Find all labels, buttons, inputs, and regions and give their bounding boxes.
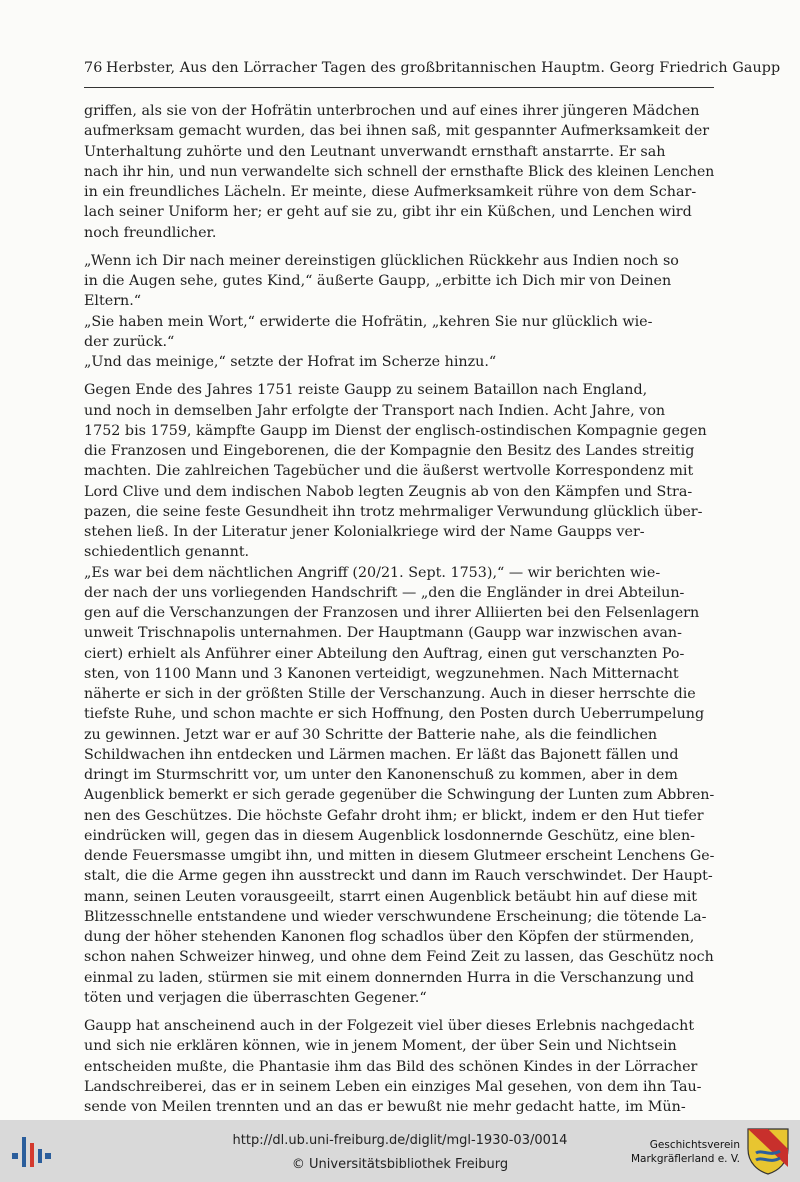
text-line: 1752 bis 1759, kämpfte Gaupp im Dienst der englisch-ostindischen Kompagnie gegen — [84, 422, 707, 439]
running-title: Herbster, Aus den Lörracher Tagen des großbritannischen Hauptm. Georg Friedrich Gaupp — [106, 60, 781, 76]
text-line: der zurück.“ — [84, 333, 175, 350]
header-rule — [84, 87, 714, 88]
text-line: „Sie haben mein Wort,“ erwiderte die Hofrätin, „kehren Sie nur glücklich wie- — [84, 313, 653, 330]
text-line: töten und verjagen die überraschten Gegener.“ — [84, 989, 427, 1006]
text-line: Augenblick bemerkt er sich gerade gegenüber die Schwingung der Lunten zum Abbren- — [84, 787, 715, 804]
text-line: stehen ließ. In der Literatur jener Kolonialkriege wird der Name Gaupps ver- — [84, 524, 645, 540]
text-line: sten, von 1100 Mann und 3 Kanonen verteidigt, wegzunehmen. Nach Mitternacht — [84, 665, 679, 682]
text-line: Landschreiberei, das er in seinem Leben ein einziges Mal gesehen, von dem ihn Tau- — [84, 1078, 702, 1095]
text-line: machten. Die zahlreichen Tagebücher und die äußerst wertvolle Korrespondenz mit — [84, 463, 694, 480]
text-line: näherte er sich in der größten Stille der Verschanzung. Auch in dieser herrschte die — [84, 686, 696, 702]
page-header — [84, 60, 781, 82]
text-line: pazen, die seine feste Gesundheit ihn trotz mehrmaliger Verwundung glücklich über- — [84, 503, 703, 520]
text-line: in ein freundliches Lächeln. Er meinte, diese Aufmerksamkeit rühre von dem Schar- — [84, 184, 697, 200]
text-line: Schildwachen ihn entdecken und Lärmen machen. Er läßt das Bajonett fällen und — [84, 746, 679, 763]
text-line: Lord Clive und dem indischen Nabob legten Zeugnis ab von den Kämpfen und Stra- — [84, 483, 693, 500]
text-line: dringt im Sturmschritt vor, um unter den Kanonenschuß zu kommen, aber in dem — [84, 767, 678, 783]
text-line: und sich nie erklären können, wie in jenem Moment, der über Sein und Nichtsein — [84, 1038, 677, 1055]
text-line: die Franzosen und Eingeborenen, die der Kompagnie den Besitz des Landes streitig — [84, 443, 695, 459]
coat-of-arms-icon[interactable] — [746, 1127, 790, 1175]
footer-copyright: © Universitätsbibliothek Freiburg — [291, 1157, 509, 1172]
footer-url-link[interactable]: http://dl.ub.uni-freiburg.de/diglit/mgl-1930-03/0014 — [232, 1133, 568, 1148]
text-line: der nach der uns vorliegenden Handschrift — „den die Engländer in drei Abteilun- — [84, 584, 685, 601]
text-line: unweit Trischnapolis unternahmen. Der Hauptmann (Gaupp war inzwischen avan- — [84, 625, 682, 642]
text-line: „Es war bei dem nächtlichen Angriff (20/21. Sept. 1753),“ — wir berichten wie- — [84, 564, 661, 581]
text-line: in die Augen sehe, gutes Kind,“ äußerte Gaupp, „erbitte ich Dich mir von Deinen — [84, 273, 672, 289]
paragraph-gap — [84, 372, 714, 380]
page-number: 76 — [84, 60, 103, 76]
text-line: dende Feuersmasse umgibt ihn, und mitten in diesem Glutmeer erscheint Lenchens Ge- — [84, 848, 715, 864]
text-line: Blitzesschnelle entstandene und wieder verschwundene Erscheinung; die tötende La- — [84, 908, 707, 925]
text-line: „Und das meinige,“ setzte der Hofrat im Scherze hinzu.“ — [84, 354, 497, 370]
text-line: Eltern.“ — [84, 293, 142, 310]
text-line: entscheiden mußte, die Phantasie ihm das Bild des schönen Kindes in der Lörracher — [84, 1058, 698, 1075]
society-name-line1: Geschichtsverein — [649, 1139, 740, 1151]
text-line: mann, seinen Leuten vorausgeeilt, starrt einen Augenblick betäubt hin auf diese mit — [84, 888, 698, 905]
text-line: tiefste Ruhe, und schon machte er sich Hoffnung, den Posten durch Ueberrumpelung — [84, 706, 705, 723]
paragraph-gap — [84, 1008, 714, 1016]
text-line: schiedentlich genannt. — [84, 544, 250, 561]
text-line: gen auf die Verschanzungen der Franzosen und ihrer Alliierten bei den Felsenlagern — [84, 605, 700, 621]
society-name-line2: Markgräflerland e. V. — [630, 1153, 740, 1165]
paragraph-gap — [84, 243, 714, 251]
text-line: dung der höher stehenden Kanonen flog schadlos über den Köpfen der stürmenden, — [84, 929, 695, 945]
text-line: stalt, die die Arme gegen ihn ausstreckt und dann im Rauch verschwindet. Der Haupt- — [84, 868, 713, 885]
text-line: Gaupp hat anscheinend auch in der Folgezeit viel über dieses Erlebnis nachgedacht — [84, 1018, 695, 1034]
text-line: Unterhaltung zuhörte und den Leutnant unverwandt ernsthaft anstarrte. Er sah — [84, 143, 666, 160]
text-line: aufmerksam gemacht wurden, das bei ihnen saß, mit gespannter Aufmerksamkeit der — [84, 123, 710, 140]
text-line: schon nahen Schweizer hinweg, und ohne dem Feind Zeit zu lassen, das Geschütz noch — [84, 949, 714, 966]
text-line: noch freundlicher. — [84, 224, 217, 241]
text-line: eindrücken will, gegen das in diesem Augenblick losdonnernde Geschütz, eine blen- — [84, 827, 696, 844]
text-line: zu gewinnen. Jetzt war er auf 30 Schritte der Batterie nahe, als die feindlichen — [84, 726, 658, 743]
text-line: Gegen Ende des Jahres 1751 reiste Gaupp zu seinem Bataillon nach England, — [84, 382, 648, 399]
text-line: nach ihr hin, und nun verwandelte sich schnell der ernsthafte Blick des kleinen Lenchen — [84, 163, 715, 180]
text-line: nen des Geschützes. Die höchste Gefahr droht ihm; er blickt, indem er den Hut tiefer — [84, 807, 704, 824]
text-line: griffen, als sie von der Hofrätin unterbrochen und auf eines ihrer jüngeren Mädchen — [84, 103, 700, 119]
text-line: „Wenn ich Dir nach meiner dereinstigen glücklichen Rückkehr aus Indien noch so — [84, 252, 679, 269]
text-line: sende von Meilen trennten und an das er bewußt nie mehr gedacht hatte, im Mün- — [84, 1099, 686, 1115]
text-line: und noch in demselben Jahr erfolgte der Transport nach Indien. Acht Jahre, von — [84, 402, 666, 419]
body-text — [84, 101, 714, 1117]
text-line: einmal zu laden, stürmen sie mit einem donnernden Hurra in die Verschanzung und — [84, 969, 695, 986]
text-line: lach seiner Uniform her; er geht auf sie zu, gibt ihr ein Küßchen, und Lenchen wird — [84, 204, 692, 221]
text-line: ciert) erhielt als Anführer einer Abteilung den Auftrag, einen gut verschanzten Po- — [84, 645, 685, 662]
society-name — [590, 1138, 740, 1166]
